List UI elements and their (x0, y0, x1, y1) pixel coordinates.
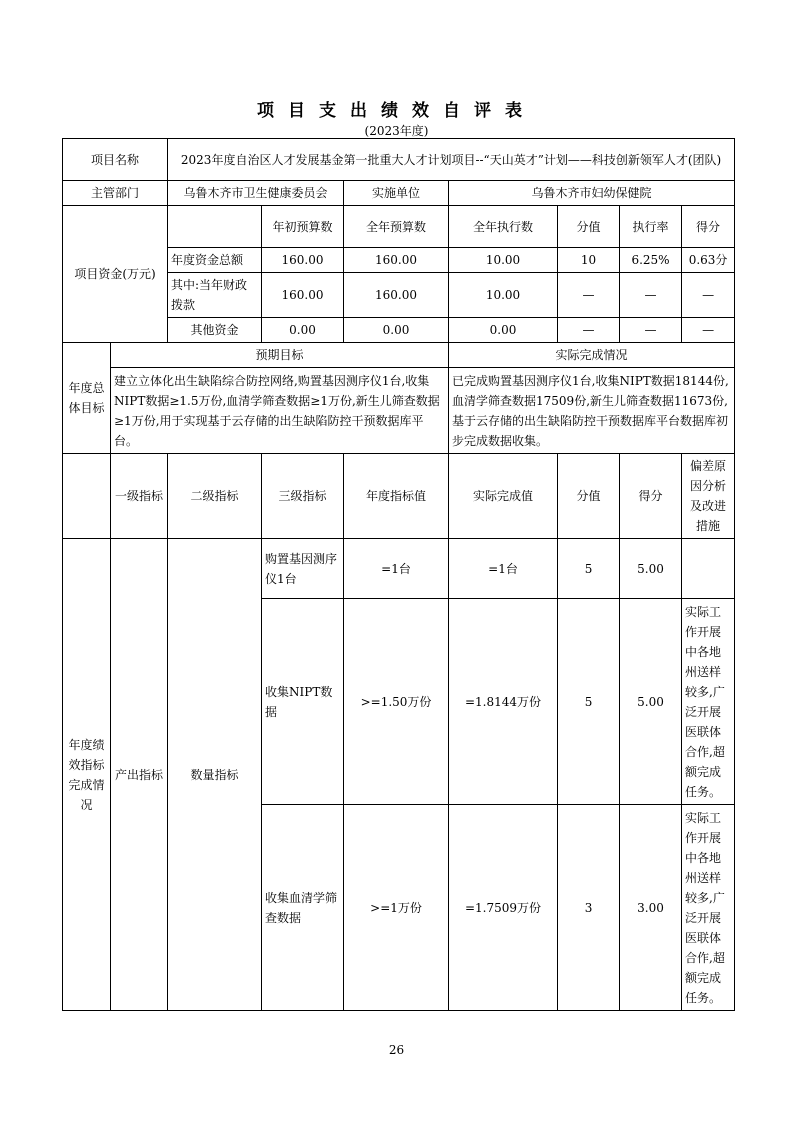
funds-cell: 10.00 (449, 273, 558, 318)
funds-cell: 160.00 (344, 273, 449, 318)
funds-label: 项目资金(万元) (63, 206, 168, 343)
funds-cell: — (682, 318, 735, 343)
funds-cell: 0.00 (449, 318, 558, 343)
reason-text: 实际工作开展中各地州送样较多,广泛开展医联体合作,超额完成任务。 (682, 805, 735, 1011)
level2-indicator: 数量指标 (168, 539, 262, 1011)
actual-value: =1.7509万份 (449, 805, 558, 1011)
funds-header: 年初预算数 (262, 206, 344, 248)
actual-value: =1台 (449, 539, 558, 599)
target-value: >=1万份 (344, 805, 449, 1011)
funds-header: 得分 (682, 206, 735, 248)
expected-header: 预期目标 (111, 343, 449, 368)
funds-header-blank (168, 206, 262, 248)
funds-header: 执行率 (620, 206, 682, 248)
funds-cell: 160.00 (344, 248, 449, 273)
reason-text (682, 539, 735, 599)
got-value: 5.00 (620, 539, 682, 599)
indicator-header-blank (63, 454, 111, 539)
actual-value: =1.8144万份 (449, 599, 558, 805)
indicator-header: 分值 (558, 454, 620, 539)
year-note: (2023年度) (364, 124, 429, 138)
impl-value: 乌鲁木齐市妇幼保健院 (449, 181, 735, 206)
indicator-header: 一级指标 (111, 454, 168, 539)
funds-cell: — (620, 318, 682, 343)
indicator-header: 三级指标 (262, 454, 344, 539)
indicator-header: 得分 (620, 454, 682, 539)
dept-label: 主管部门 (63, 181, 168, 206)
level3-indicator: 购置基因测序仪1台 (262, 539, 344, 599)
funds-header: 全年预算数 (344, 206, 449, 248)
page-title: 项目支出绩效自评表 (257, 101, 536, 121)
funds-cell: 0.00 (262, 318, 344, 343)
funds-cell: 160.00 (262, 248, 344, 273)
reason-text: 实际工作开展中各地州送样较多,广泛开展医联体合作,超额完成任务。 (682, 599, 735, 805)
score-value: 5 (558, 539, 620, 599)
funds-row-name: 年度资金总额 (168, 248, 262, 273)
funds-cell: 6.25% (620, 248, 682, 273)
funds-cell: — (558, 273, 620, 318)
target-value: =1台 (344, 539, 449, 599)
project-name-label: 项目名称 (63, 139, 168, 181)
got-value: 5.00 (620, 599, 682, 805)
goals-label: 年度总体目标 (63, 343, 111, 454)
funds-row-name: 其中:当年财政拨款 (168, 273, 262, 318)
level3-indicator: 收集NIPT数据 (262, 599, 344, 805)
funds-cell: 0.63分 (682, 248, 735, 273)
got-value: 3.00 (620, 805, 682, 1011)
level1-indicator: 产出指标 (111, 539, 168, 1011)
level3-indicator: 收集血清学筛查数据 (262, 805, 344, 1011)
funds-cell: 0.00 (344, 318, 449, 343)
funds-cell: — (682, 273, 735, 318)
funds-row-name: 其他资金 (168, 318, 262, 343)
funds-cell: 160.00 (262, 273, 344, 318)
funds-cell: 10 (558, 248, 620, 273)
target-value: >=1.50万份 (344, 599, 449, 805)
evaluation-table (62, 138, 735, 1011)
indicators-section-label: 年度绩效指标完成情况 (63, 539, 111, 1011)
score-value: 3 (558, 805, 620, 1011)
indicator-header: 偏差原因分析及改进措施 (682, 454, 735, 539)
actual-text: 已完成购置基因测序仪1台,收集NIPT数据18144份,血清学筛查数据17509份,新生儿筛查数据11673份,基于云存储的出生缺陷防控干预数据库平台数据库初步完成数据收集。 (449, 368, 735, 454)
actual-header: 实际完成情况 (449, 343, 735, 368)
impl-label: 实施单位 (344, 181, 449, 206)
funds-cell: 10.00 (449, 248, 558, 273)
indicator-header: 年度指标值 (344, 454, 449, 539)
page-number: 26 (388, 1043, 405, 1057)
funds-header: 分值 (558, 206, 620, 248)
expected-text: 建立立体化出生缺陷综合防控网络,购置基因测序仪1台,收集NIPT数据≥1.5万份,血清学筛查数据≥1万份,新生儿筛查数据≥1万份,用于实现基于云存储的出生缺陷防控干预数据库平台。 (111, 368, 449, 454)
score-value: 5 (558, 599, 620, 805)
dept-value: 乌鲁木齐市卫生健康委员会 (168, 181, 344, 206)
project-name-value: 2023年度自治区人才发展基金第一批重大人才计划项目--“天山英才”计划——科技创新领军人才(团队) (168, 139, 735, 181)
indicator-header: 二级指标 (168, 454, 262, 539)
funds-cell: — (620, 273, 682, 318)
indicator-header: 实际完成值 (449, 454, 558, 539)
funds-cell: — (558, 318, 620, 343)
funds-header: 全年执行数 (449, 206, 558, 248)
